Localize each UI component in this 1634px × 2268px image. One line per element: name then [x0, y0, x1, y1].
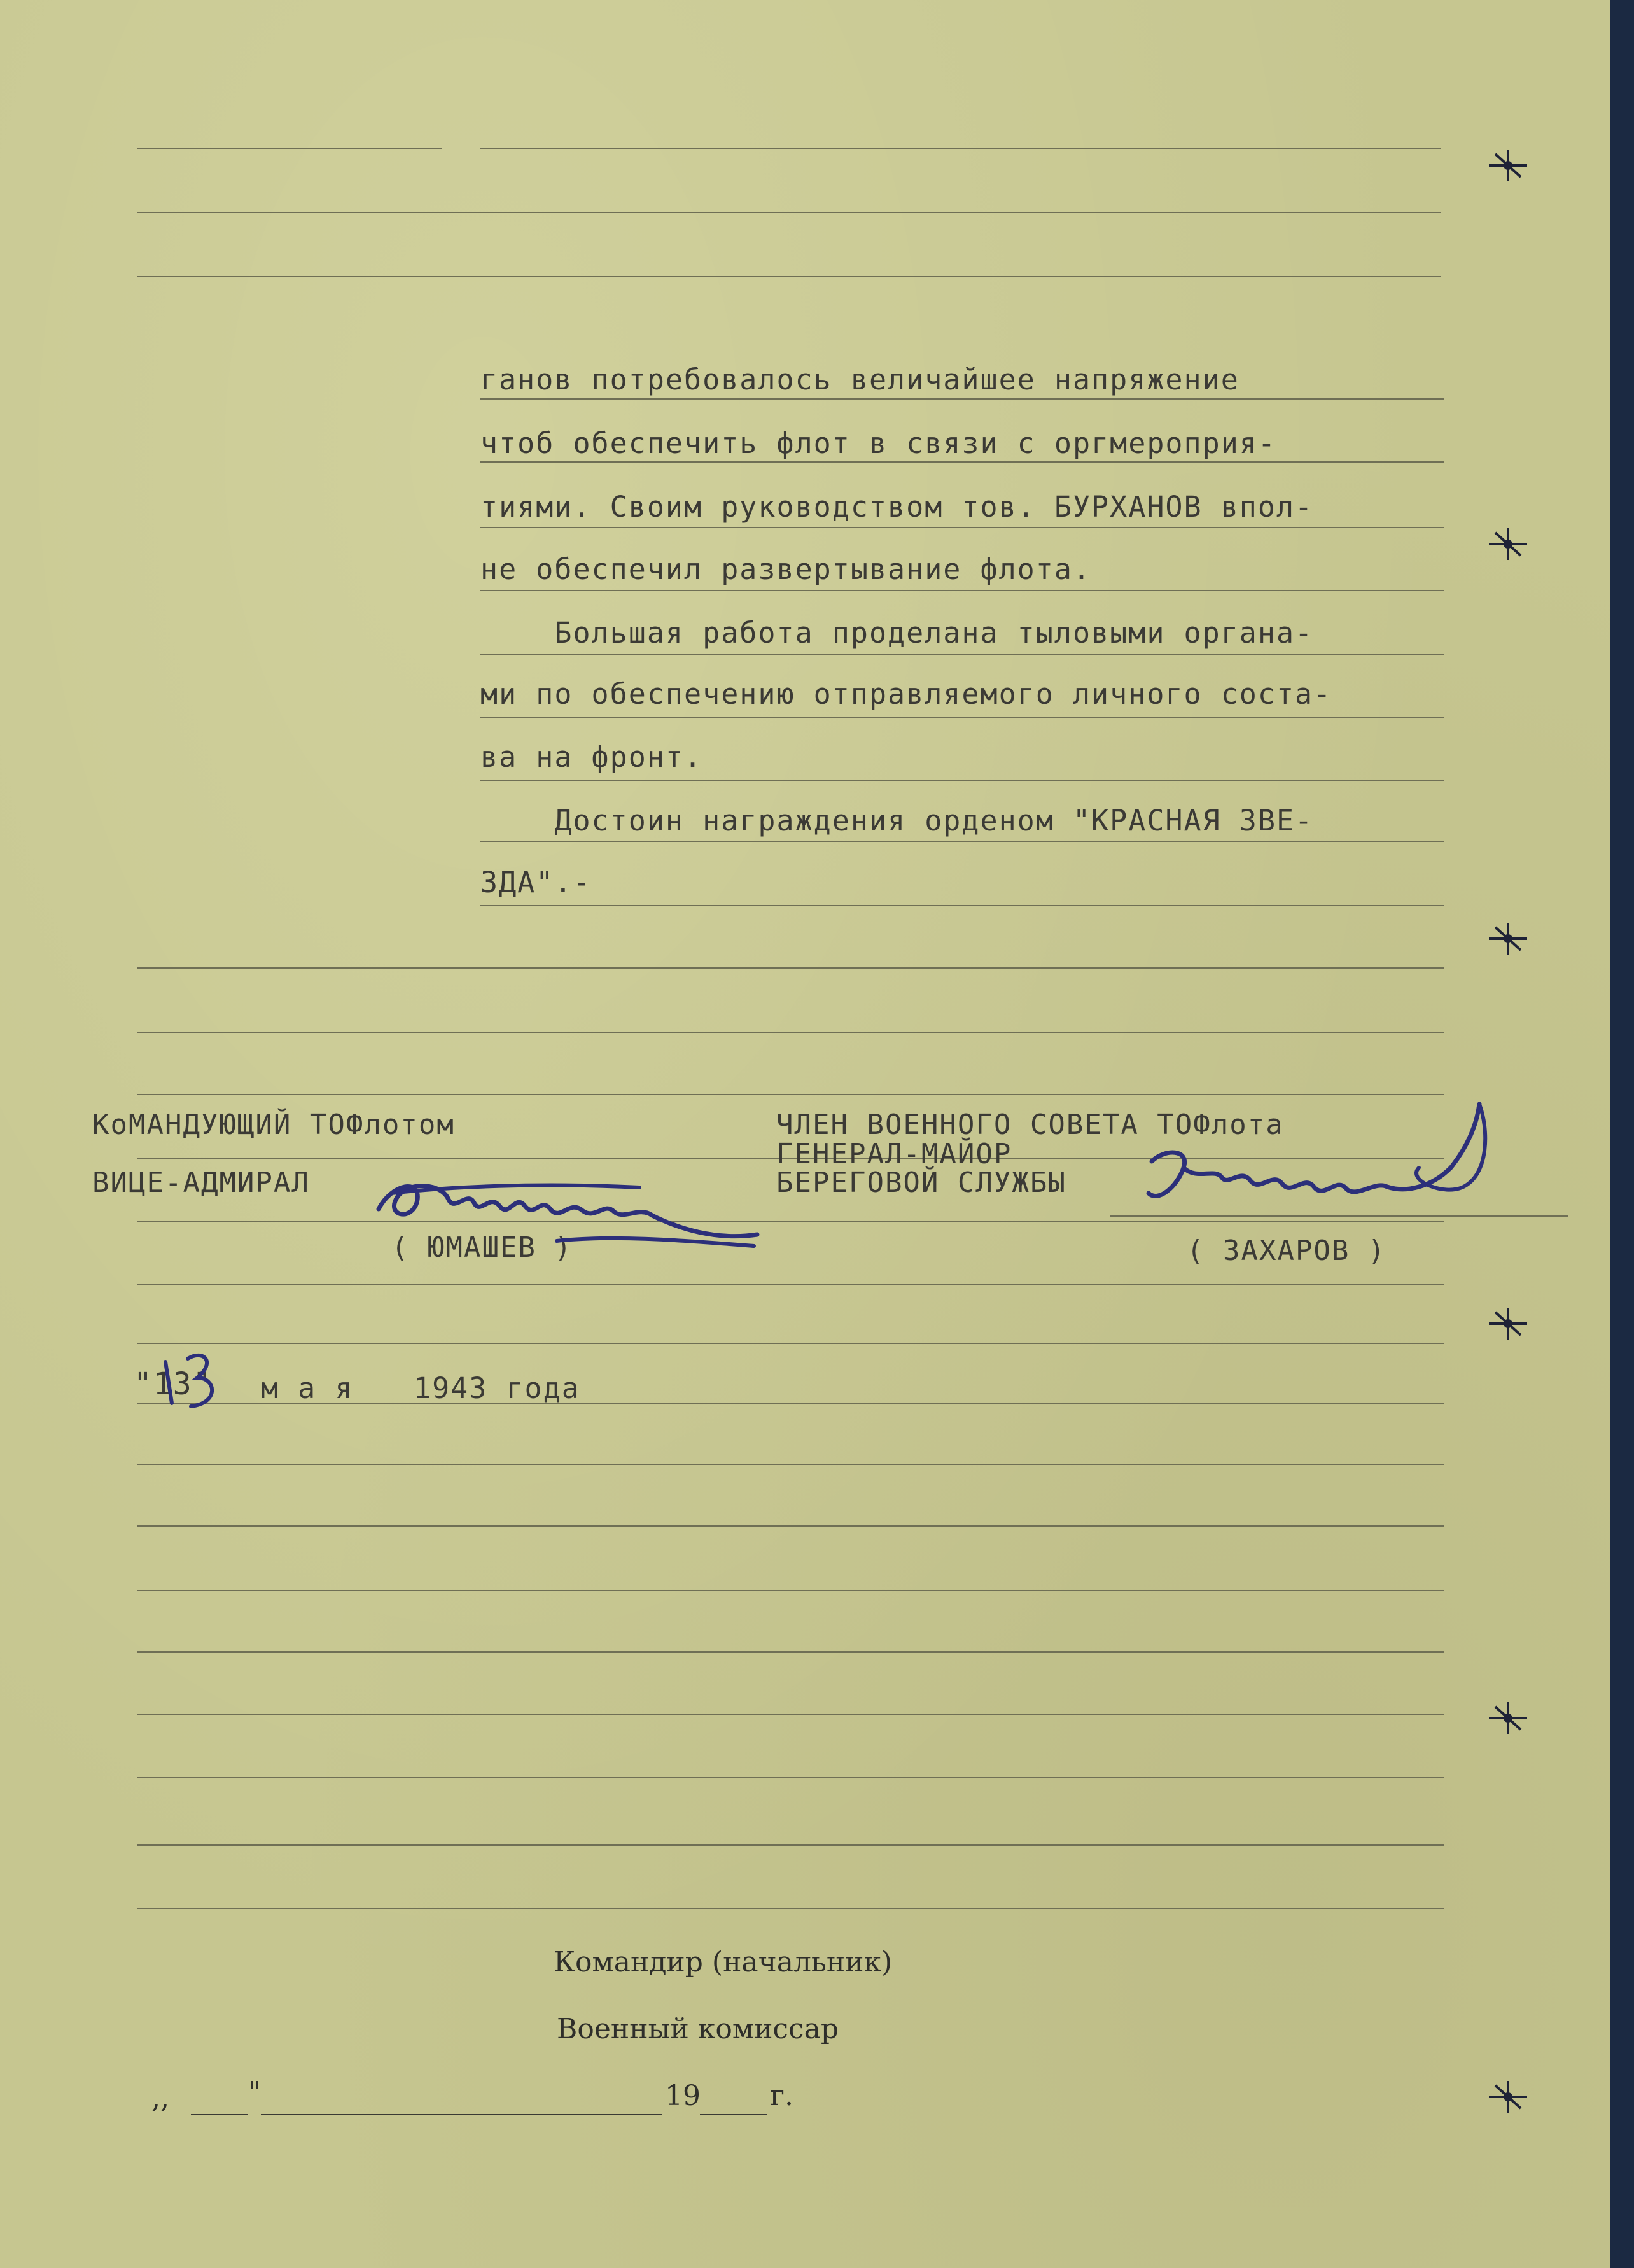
body-line: Достоин награждения орденом "КРАСНАЯ ЗВЕ-	[480, 804, 1314, 837]
form-rule	[137, 1714, 1444, 1715]
body-line: тиями. Своим руководством тов. БУРХАНОВ впол-	[480, 490, 1314, 524]
form-rule	[480, 590, 1444, 591]
form-rule	[137, 1284, 1444, 1285]
body-line: ЗДА".-	[480, 865, 592, 899]
right-signatory-name: ( ЗАХАРОВ )	[1187, 1235, 1386, 1267]
footer-year-blank	[700, 2114, 767, 2115]
left-signatory-name: ( ЮМАШЕВ )	[391, 1231, 573, 1264]
footer-day-blank	[191, 2114, 248, 2115]
form-rule	[137, 148, 442, 149]
footer-month-blank	[261, 2114, 662, 2115]
body-line: чтоб обеспечить флот в связи с оргмероприя-	[480, 426, 1276, 460]
form-rule	[137, 1844, 1444, 1846]
form-rule	[480, 717, 1444, 718]
footer-date-close: "	[248, 2076, 262, 2108]
form-rule	[137, 1777, 1444, 1778]
body-line: не обеспечил развертывание флота.	[480, 552, 1092, 586]
punch-hole-icon	[1486, 1305, 1530, 1343]
form-rule	[137, 1464, 1444, 1465]
body-line: ганов потребовалось величайшее напряжение	[480, 363, 1239, 396]
zakharov-signature	[1133, 1091, 1514, 1238]
form-rule	[480, 905, 1444, 906]
date-day: "13"	[134, 1366, 213, 1402]
form-rule	[137, 1343, 1444, 1344]
form-rule	[480, 461, 1444, 463]
form-rule	[137, 212, 1441, 213]
body-line: ва на фронт.	[480, 740, 703, 774]
form-rule	[480, 527, 1444, 528]
footer-date-open: ,,	[151, 2082, 169, 2115]
form-rule	[480, 780, 1444, 781]
footer-century: 19	[665, 2080, 701, 2112]
body-line: ми по обеспечению отправляемого личного соста-	[480, 677, 1332, 711]
form-rule	[137, 276, 1441, 277]
form-rule	[137, 1590, 1444, 1591]
form-rule	[480, 841, 1444, 842]
form-rule	[480, 148, 1441, 149]
form-rule	[137, 967, 1444, 969]
punch-hole-icon	[1486, 920, 1530, 958]
form-rule	[137, 1032, 1444, 1033]
form-rule	[480, 654, 1444, 655]
date-year: 1943 года	[414, 1371, 580, 1405]
right-signatory-rank: ГЕНЕРАЛ-МАЙОР	[776, 1138, 1012, 1170]
right-signatory-title: ЧЛЕН ВОЕННОГО СОВЕТА ТОФлота	[776, 1109, 1284, 1141]
form-rule	[137, 1525, 1444, 1527]
yumashev-signature	[372, 1145, 767, 1260]
commissar-label: Военный комиссар	[557, 2013, 839, 2045]
right-signatory-service: БЕРЕГОВОЙ СЛУЖБЫ	[776, 1166, 1066, 1199]
form-rule	[137, 1651, 1444, 1653]
punch-hole-icon	[1486, 525, 1530, 563]
date-month: м а я	[261, 1371, 354, 1405]
footer-year-suffix: г.	[770, 2080, 794, 2112]
form-rule	[480, 398, 1444, 400]
commander-label: Командир (начальник)	[554, 1946, 893, 1978]
body-line: Большая работа проделана тыловыми органа-	[480, 616, 1314, 650]
punch-hole-icon	[1486, 1699, 1530, 1737]
punch-hole-icon	[1486, 146, 1530, 185]
form-rule	[137, 1908, 1444, 1909]
left-signatory-title: КоМАНДУЮЩИЙ ТОФлотом	[92, 1109, 455, 1141]
scan-background-edge	[1610, 0, 1634, 2268]
left-signatory-rank: ВИЦЕ-АДМИРАЛ	[92, 1166, 310, 1199]
punch-hole-icon	[1486, 2078, 1530, 2116]
handwritten-day	[153, 1343, 229, 1413]
